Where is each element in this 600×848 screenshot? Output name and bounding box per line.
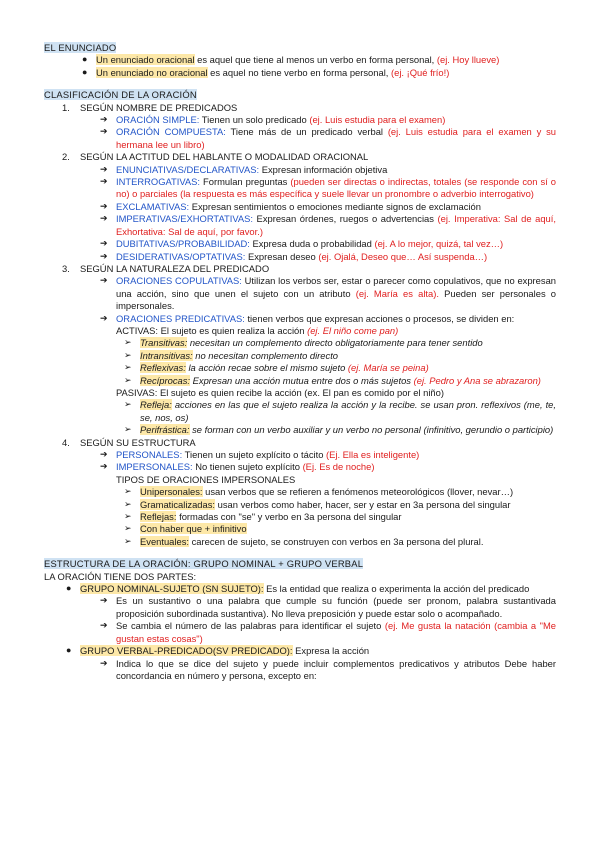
bullet-dot-icon: ●	[66, 645, 72, 656]
arrowhead-icon: ➢	[124, 337, 132, 348]
list-item: ● GRUPO NOMINAL-SUJETO (SN SUJETO): Es la entidad que realiza o experimenta la acción del predicado	[66, 583, 530, 595]
list-item: ➢ Gramaticalizadas: usan verbos como haber, hacer, ser y estar en 3a persona del singular	[124, 498, 511, 510]
list-item: ➔ ORACIONES PREDICATIVAS: tienen verbos que expresan acciones o procesos, se dividen en:	[100, 312, 515, 324]
numbered-heading: 4. SEGÚN SU ESTRUCTURA	[62, 436, 196, 448]
bullet-dot-icon: ●	[82, 66, 88, 77]
list-item: ➔ DUBITATIVAS/PROBABILIDAD: Expresa duda o probabilidad (ej. A lo mejor, quizá, tal vez…)	[100, 238, 504, 250]
sub-heading-activas: ACTIVAS: El sujeto es quien realiza la acción (ej. El niño come pan)	[116, 324, 399, 336]
arrow-icon: ➔	[100, 200, 108, 211]
list-item: ➔ ORACIÓN SIMPLE: Tienen un solo predicado (ej. Luis estudia para el examen)	[100, 114, 446, 126]
arrow-icon: ➔	[100, 657, 108, 668]
list-item: ➔ IMPERATIVAS/EXHORTATIVAS: Expresan órdenes, ruegos o advertencias (ej. Imperativa: Sal de aquí, Exhortativa: Sal de aquí, por favor.)	[100, 213, 556, 237]
list-item: ➔ Se cambia el número de las palabras para identificar el sujeto (ej. Me gusta la natación (cambia a "Me gustan estas cosas")	[100, 620, 556, 644]
list-item: ➔ IMPERSONALES: No tienen sujeto explícito (Ej. Es de noche)	[100, 461, 375, 473]
list-item: ➔ EXCLAMATIVAS: Expresan sentimientos o emociones mediante signos de exclamación	[100, 200, 481, 212]
arrow-icon: ➔	[100, 114, 108, 125]
list-item: ➔ Es un sustantivo o una palabra que cumple su función (puede ser pronom, palabra sustantivada proposición subordinada sustantiva). No lleva preposición y puede estar solo o acompañado.	[100, 595, 556, 619]
arrowhead-icon: ➢	[124, 424, 132, 435]
list-item: ➢ Reflexivas: la acción recae sobre el mismo sujeto (ej. María se peina)	[124, 362, 429, 374]
arrowhead-icon: ➢	[124, 399, 132, 410]
list-item: ➔ ENUNCIATIVAS/DECLARATIVAS: Expresan información objetiva	[100, 163, 388, 175]
arrow-icon: ➔	[100, 126, 108, 137]
sub-heading-tipos: TIPOS DE ORACIONES IMPERSONALES	[116, 473, 296, 485]
arrow-icon: ➔	[100, 461, 108, 472]
bullet-dot-icon: ●	[82, 54, 88, 65]
list-item: ● Un enunciado no oracional es aquel no tiene verbo en forma personal, (ej. ¡Qué frío!)	[82, 66, 450, 78]
list-item: ➢ Unipersonales: usan verbos que se refieren a fenómenos meteorológicos (llover, nevar…)	[124, 486, 514, 498]
list-item: ➢ Recíprocas: Expresan una acción mutua entre dos o más sujetos (ej. Pedro y Ana se abrazaron)	[124, 374, 541, 386]
arrowhead-icon: ➢	[124, 511, 132, 522]
list-item: ➔ ORACIÓN COMPUESTA: Tiene más de un predicado verbal (ej. Luis estudia para el examen y su hermana lee un libro)	[100, 126, 556, 150]
list-item: ➢ Perifrástica: se forman con un verbo auxiliar y un verbo no personal (infinitivo, gerundio o participio)	[124, 424, 554, 436]
list-item: ➢ Transitivas: necesitan un complemento directo obligatoriamente para tener sentido	[124, 337, 483, 349]
arrow-icon: ➔	[100, 449, 108, 459]
arrowhead-icon: ➢	[124, 523, 132, 534]
numbered-heading: 3. SEGÚN LA NATURALEZA DEL PREDICADO	[62, 262, 270, 274]
arrow-icon: ➔	[100, 620, 108, 631]
list-item: ➢ Eventuales: carecen de sujeto, se construyen con verbos en 3a persona del plural.	[124, 535, 484, 547]
arrow-icon: ➔	[100, 176, 108, 187]
arrowhead-icon: ➢	[124, 535, 132, 546]
arrowhead-icon: ➢	[124, 349, 132, 360]
list-item: ➔ PERSONALES: Tienen un sujeto explícito o tácito (Ej. Ella es inteligente)	[100, 449, 420, 460]
sub-heading-pasivas: PASIVAS: El sujeto es quien recibe la acción (ex. El pan es comido por el niño)	[116, 386, 444, 398]
arrow-icon: ➔	[100, 275, 108, 286]
list-item: ● GRUPO VERBAL-PREDICADO(SV PREDICADO): Expresa la acción	[66, 645, 370, 657]
arrow-icon: ➔	[100, 250, 108, 261]
section-title-clasificacion: CLASIFICACIÓN DE LA ORACIÓN	[44, 89, 197, 101]
list-item: ➔ INTERROGATIVAS: Formulan preguntas (pueden ser directas o indirectas, totales (se responde con sí o no) o parciales (la respuesta es más específica y suele llevar un pronombre o adverbio interrogativo)	[100, 176, 557, 200]
section-title-enunciado: EL ENUNCIADO	[44, 42, 117, 53]
numbered-heading: 1. SEGÚN NOMBRE DE PREDICADOS	[62, 101, 238, 113]
list-item: ➢ Intransitivas: no necesitan complemento directo	[124, 349, 339, 361]
arrow-icon: ➔	[100, 312, 108, 323]
section-subtitle: LA ORACIÓN TIENE DOS PARTES:	[44, 570, 197, 582]
numbered-heading: 2. SEGÚN LA ACTITUD DEL HABLANTE O MODALIDAD ORACIONAL	[62, 151, 369, 163]
arrowhead-icon: ➢	[124, 486, 132, 497]
arrow-icon: ➔	[100, 213, 108, 224]
arrow-icon: ➔	[100, 595, 108, 606]
list-item: ➢ Reflejas: formadas con "se" y verbo en 3a persona del singular	[124, 511, 402, 523]
arrow-icon: ➔	[100, 163, 108, 174]
list-item: ● Un enunciado oracional es aquel que tiene al menos un verbo en forma personal, (ej. Hoy llueve)	[82, 54, 500, 66]
list-item: ➔ Indica lo que se dice del sujeto y puede incluir complementos predicativos y atributos Debe haber concordancia en número y persona, excepto en:	[100, 657, 556, 681]
bullet-dot-icon: ●	[66, 583, 72, 594]
list-item: ➢ Con haber que + infinitivo	[124, 523, 247, 535]
list-item: ➢ Refleja: acciones en las que el sujeto realiza la acción y la recibe. se usan pron. reflexivos (me, te, se, nos, os)	[124, 399, 556, 423]
list-item: ➔ DESIDERATIVAS/OPTATIVAS: Expresan deseo (ej. Ojalá, Deseo que… Así suspenda…)	[100, 250, 488, 262]
document-page	[44, 42, 556, 682]
arrow-icon: ➔	[100, 238, 108, 249]
section-title-estructura: ESTRUCTURA DE LA ORACIÓN: GRUPO NOMINAL + GRUPO VERBAL	[44, 558, 364, 570]
list-item: ➔ ORACIONES COPULATIVAS: Utilizan los verbos ser, estar o parecer como copulativos, que no expresan una acción, sino que unen el sujeto con un atributo (ej. María es alta). Pueden ser personales o impersonales.	[100, 275, 557, 312]
arrowhead-icon: ➢	[124, 374, 132, 385]
arrowhead-icon: ➢	[124, 362, 132, 373]
arrowhead-icon: ➢	[124, 498, 132, 509]
